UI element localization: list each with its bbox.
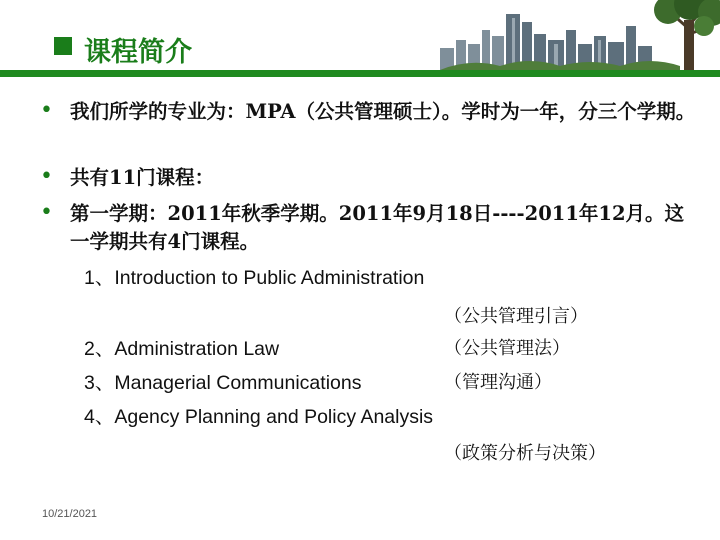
bullet-text: 我们所学的专业为：MPA（公共管理硕士）。学时为一年，分三个学期。 xyxy=(70,100,696,123)
course-number: 4、 xyxy=(84,406,115,428)
bullet-dot: • xyxy=(40,164,53,189)
course-english-title: Introduction to Public Administration xyxy=(114,267,425,289)
course-english-title: Administration Law xyxy=(114,338,280,360)
bullet-dot: • xyxy=(40,200,53,225)
header-divider xyxy=(0,70,720,77)
course-number: 2、 xyxy=(84,338,115,360)
course-item xyxy=(84,266,424,290)
course-chinese-title: （公共管理引言） xyxy=(444,306,588,327)
course-number: 1、 xyxy=(84,267,115,289)
course-item xyxy=(84,405,433,429)
slide-title: 课程简介 xyxy=(84,37,192,68)
bullet-text: 共有11门课程： xyxy=(70,166,215,189)
bullet-text: 第一学期：2011年秋季学期。2011年9月18日----2011年12月。这一学期共有4门课程。 xyxy=(70,202,685,253)
course-item xyxy=(84,337,279,361)
course-chinese-title: （政策分析与决策） xyxy=(444,443,606,464)
bullet-dot: • xyxy=(40,98,53,123)
slide-header xyxy=(0,0,720,78)
course-english-title: Managerial Communications xyxy=(114,372,362,394)
course-chinese-title: （公共管理法） xyxy=(444,338,570,359)
course-item xyxy=(84,371,361,395)
course-chinese-title: （管理沟通） xyxy=(444,372,552,393)
city-skyline-with-tree-icon xyxy=(0,0,720,78)
slide-date: 10/21/2021 xyxy=(42,508,98,520)
course-english-title: Agency Planning and Policy Analysis xyxy=(114,406,434,428)
course-number: 3、 xyxy=(84,372,115,394)
